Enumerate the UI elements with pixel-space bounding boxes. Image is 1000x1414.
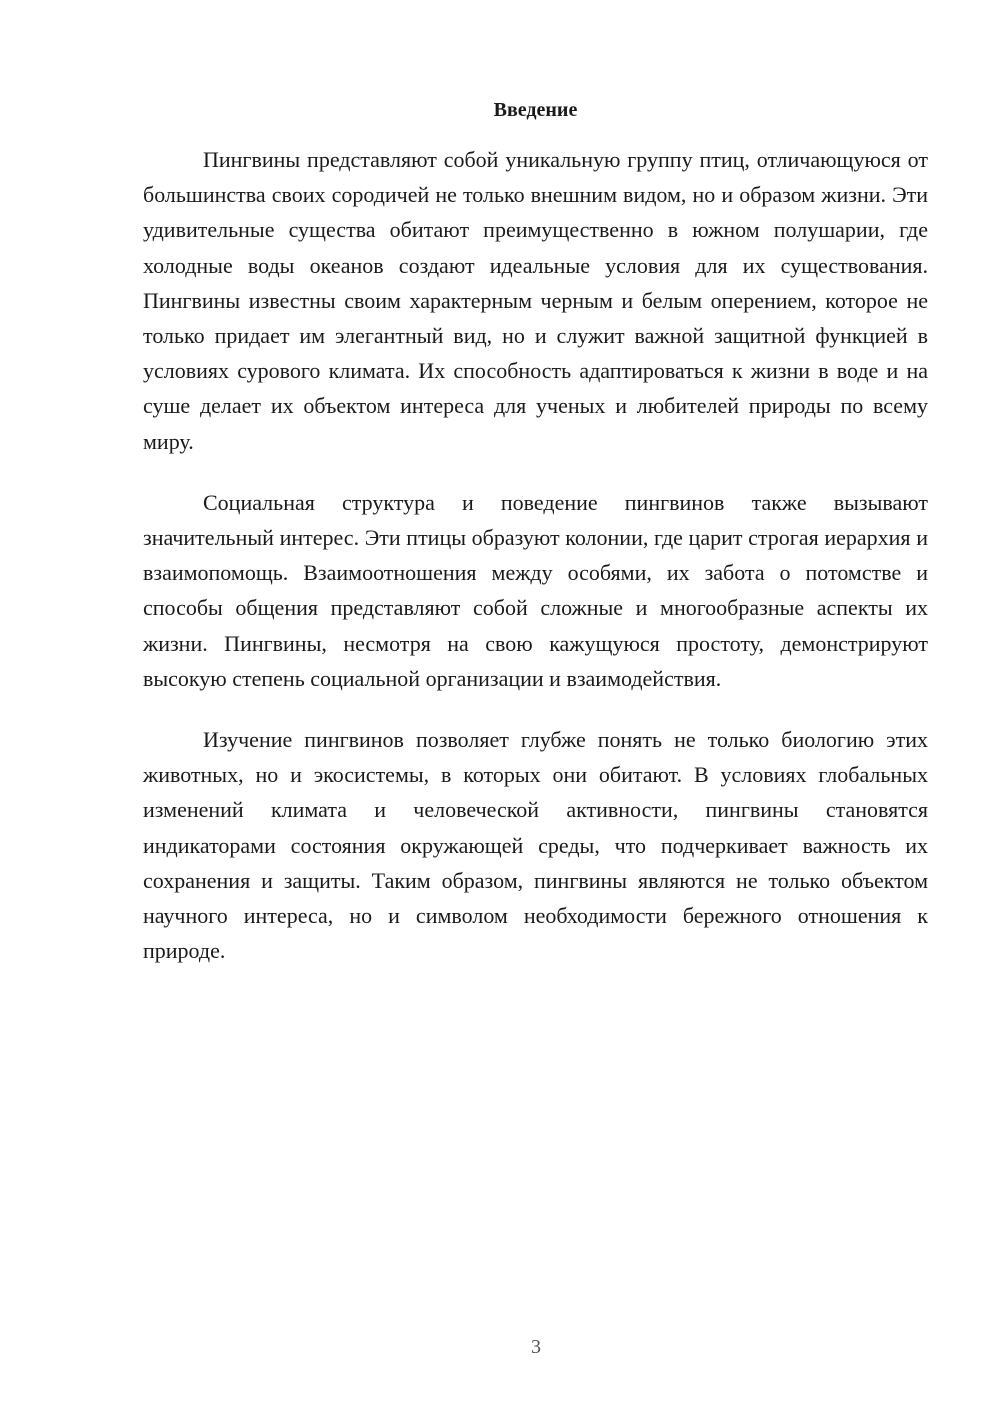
page-number: 3 (531, 1336, 541, 1358)
paragraph: Социальная структура и поведение пингвинов также вызывают значительный интерес. Эти птицы образуют колонии, где царит строгая иерархия и взаимопомощь. Взаимоотношения между особями, их забота о потомстве и способы общения представляют собой сложные и многообразные аспекты их жизни. Пингвины, несмотря на свою кажущуюся простоту, демонстрируют высокую степень социальной организации и взаимодействия. (143, 489, 928, 691)
paragraph: Пингвины представляют собой уникальную группу птиц, отличающуюся от большинства своих сородичей не только внешним видом, но и образом жизни. Эти удивительные существа обитают преимущественно в южном полушарии, где холодные воды океанов создают идеальные условия для их существования. Пингвины известны своим характерным черным и белым оперением, которое не только придает им элегантный вид, но и служит важной защитной функцией в условиях сурового климата. Их способность адаптироваться к жизни в воде и на суше делает их объектом интереса для ученых и любителей природы по всему миру. (143, 147, 928, 454)
body-text (143, 142, 928, 994)
paragraph: Изучение пингвинов позволяет глубже понять не только биологию этих животных, но и экосистемы, в которых они обитают. В условиях глобальных изменений климата и человеческой активности, пингвины становятся индикаторами состояния окружающей среды, что подчеркивает важность их сохранения и защиты. Таким образом, пингвины являются не только объектом научного интереса, но и символом необходимости бережного отношения к природе. (143, 727, 928, 964)
section-heading: Введение (493, 99, 578, 121)
